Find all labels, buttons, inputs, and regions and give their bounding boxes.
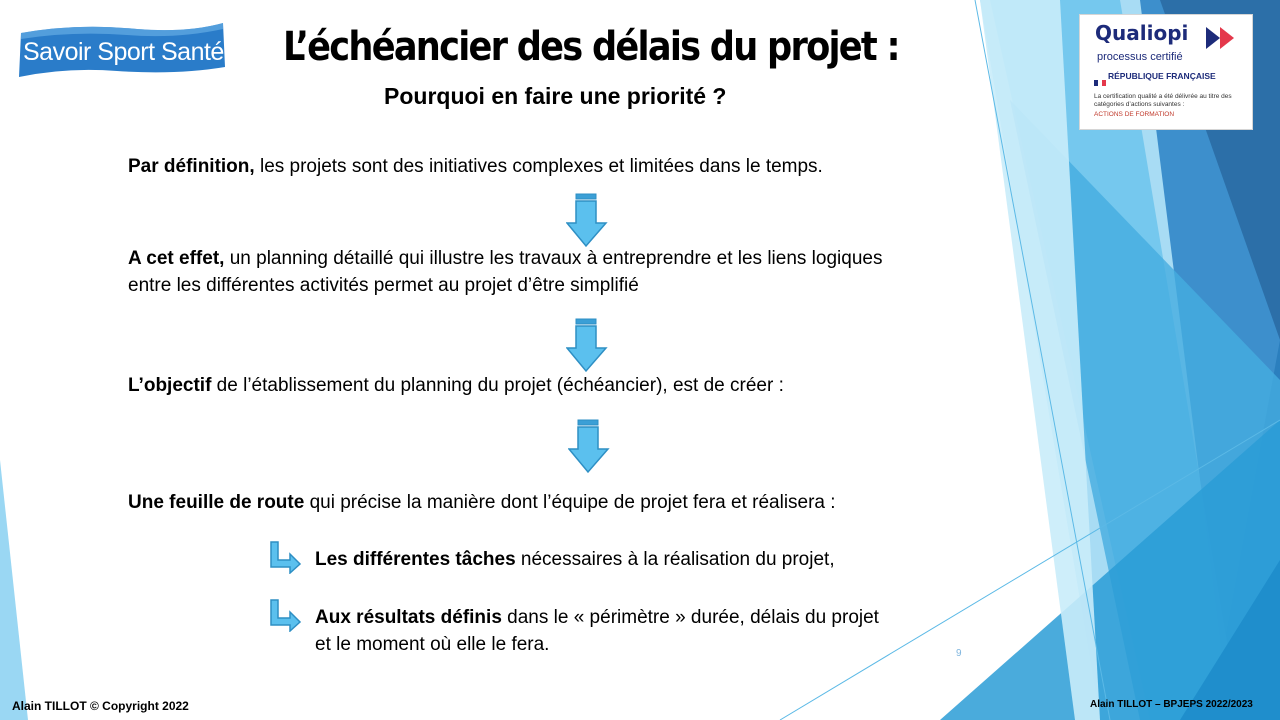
footer-author: Alain TILLOT – BPJEPS 2022/2023 bbox=[1090, 699, 1253, 710]
bullet-bold: Aux résultats définis bbox=[315, 607, 502, 628]
page-title: L’échéancier des délais du projet : bbox=[283, 24, 899, 70]
footer-copyright: Alain TILLOT © Copyright 2022 bbox=[12, 699, 189, 713]
paragraph-objectif bbox=[128, 372, 784, 399]
logo-text: Savoir Sport Santé bbox=[23, 38, 224, 66]
qualiopi-badge bbox=[1079, 14, 1253, 130]
paragraph-bold: Une feuille de route bbox=[128, 492, 305, 513]
qualiopi-subtitle: processus certifié bbox=[1097, 51, 1183, 63]
paragraph-bold: Par définition, bbox=[128, 156, 255, 177]
french-flag-icon bbox=[1094, 73, 1106, 79]
page-subtitle: Pourquoi en faire une priorité ? bbox=[384, 83, 727, 109]
down-arrow-icon bbox=[566, 318, 608, 374]
down-arrow-icon bbox=[566, 193, 608, 249]
paragraph-definition bbox=[128, 153, 823, 180]
qualiopi-arrows-icon bbox=[1206, 27, 1242, 49]
republique-label: RÉPUBLIQUE FRANÇAISE bbox=[1108, 71, 1216, 81]
qualiopi-action: ACTIONS DE FORMATION bbox=[1094, 111, 1175, 118]
bullet-text-line2: et le moment où elle le fera. bbox=[315, 634, 550, 655]
bullet-bold: Les différentes tâches bbox=[315, 549, 516, 570]
bullet-resultats bbox=[315, 604, 879, 658]
paragraph-text: un planning détaillé qui illustre les travaux à entreprendre et les liens logiques bbox=[224, 248, 883, 269]
bullet-text: nécessaires à la réalisation du projet, bbox=[515, 549, 835, 570]
corner-arrow-icon bbox=[268, 598, 302, 632]
paragraph-feuille-de-route bbox=[128, 489, 836, 516]
paragraph-bold: A cet effet, bbox=[128, 248, 225, 269]
page-number: 9 bbox=[956, 648, 962, 659]
paragraph-effet bbox=[128, 245, 882, 299]
bullet-text: dans le « périmètre » durée, délais du projet bbox=[501, 607, 879, 628]
paragraph-text: les projets sont des initiatives complexes et limitées dans le temps. bbox=[254, 156, 823, 177]
bullet-taches bbox=[315, 546, 835, 573]
down-arrow-icon bbox=[568, 419, 610, 475]
paragraph-text-line2: entre les différentes activités permet au projet d’être simplifié bbox=[128, 275, 639, 296]
qualiopi-brand: Qualiopi bbox=[1095, 21, 1189, 45]
qualiopi-cert-text: La certification qualité a été délivrée au titre des catégories d’actions suivantes : bbox=[1094, 93, 1232, 108]
corner-arrow-icon bbox=[268, 540, 302, 574]
paragraph-text: qui précise la manière dont l’équipe de projet fera et réalisera : bbox=[304, 492, 836, 513]
paragraph-bold: L’objectif bbox=[128, 375, 212, 396]
paragraph-text: de l’établissement du planning du projet (échéancier), est de créer : bbox=[211, 375, 784, 396]
